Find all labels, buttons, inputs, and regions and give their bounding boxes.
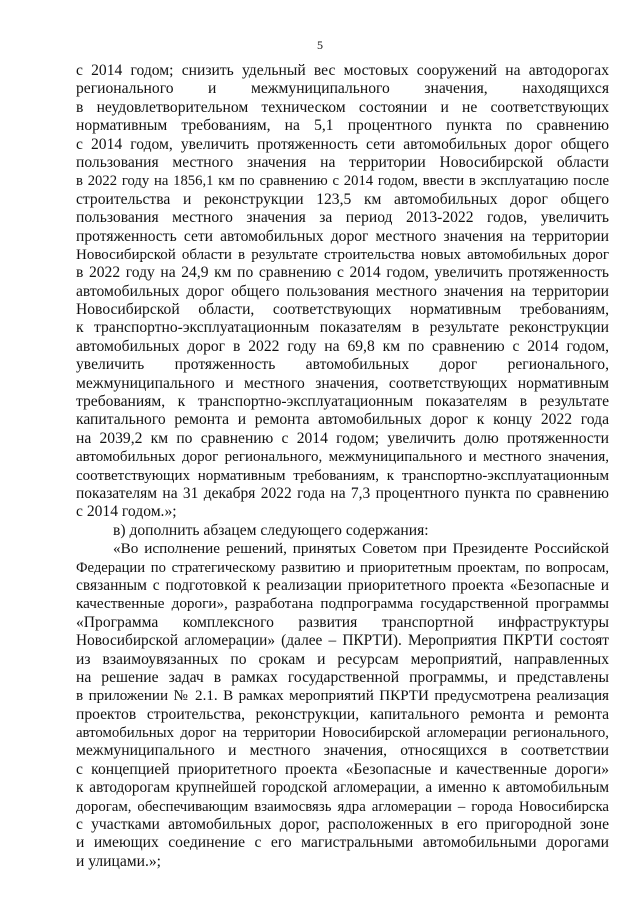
text-line: в 2022 году на 24,9 км по сравнению с 2014 годом, увеличить протяженность <box>76 264 609 282</box>
text-line: пользования местного значения за период 2013-2022 годов, увеличить <box>76 209 609 227</box>
text-line: на решение задач в рамках государственной программы, и представлены <box>76 668 609 686</box>
text-line: Федерации по стратегическому развитию и приоритетным проектам, по вопросам, <box>76 559 609 576</box>
text-line: связанным с подготовкой к реализации приоритетного проекта «Безопасные и <box>76 576 609 594</box>
document-body <box>76 62 609 871</box>
text-line: автомобильных дорог на территории Новосибирской агломерации регионального, <box>76 725 609 742</box>
text-line: автомобильных дорог регионального, межмуниципального и местного значения, <box>76 449 609 466</box>
text-line: к автодорогам крупнейшей городской агломерации, а именно к автомобильным <box>76 779 609 797</box>
text-line: соответствующих нормативным требованиям, к транспортно-эксплуатационным <box>76 467 609 484</box>
text-line: нормативным требованиям, на 5,1 процентного пункта по сравнению <box>76 117 609 135</box>
text-line: увеличить протяженность автомобильных дорог регионального, <box>76 356 609 374</box>
text-line: с концепцией приоритетного проекта «Безопасные и качественные дороги» <box>76 760 609 778</box>
text-line: на 2039,2 км по сравнению с 2014 годом; увеличить долю протяженности <box>76 429 609 447</box>
text-line: протяженность сети автомобильных дорог местного значения на территории <box>76 227 609 245</box>
text-line: качественные дороги», разработана подпрограмма государственной программы <box>76 595 609 613</box>
text-line: пользования местного значения на территории Новосибирской области <box>76 153 609 171</box>
text-line: в неудовлетворительном техническом состоянии и не соответствующих <box>76 98 609 116</box>
text-line: межмуниципального и местного значения, относящихся в соответствии <box>76 742 609 760</box>
text-line: Новосибирской области, соответствующих нормативным требованиям, <box>76 301 609 319</box>
text-line: с участками автомобильных дорог, расположенных в его пригородной зоне <box>76 816 609 834</box>
text-line: и имеющих соединение с его магистральными автомобильными дорогами <box>76 834 609 852</box>
text-line: автомобильных дорог общего пользования местного значения на территории <box>76 282 609 300</box>
text-line: проектов строительства, реконструкции, капитального ремонта и ремонта <box>76 705 609 723</box>
paragraph <box>76 522 609 540</box>
page-number: 5 <box>317 38 323 52</box>
text-line: в 2022 году на 1856,1 км по сравнению с 2014 годом, ввести в эксплуатацию после <box>76 173 609 190</box>
paragraph <box>76 62 609 522</box>
text-line: в) дополнить абзацем следующего содержания: <box>113 521 429 539</box>
text-line: с 2014 годом, увеличить протяженность сети автомобильных дорог общего <box>76 135 609 153</box>
text-line: с 2014 годом; снизить удельный вес мостовых сооружений на автодорогах <box>76 62 609 79</box>
text-line: «Программа комплексного развития транспортной инфраструктуры <box>76 613 609 631</box>
text-line: автомобильных дорог в 2022 году на 69,8 км по сравнению с 2014 годом, <box>76 337 609 355</box>
text-line: капитального ремонта и ремонта автомобильных дорог к концу 2022 года <box>76 411 609 429</box>
paragraph <box>76 540 609 871</box>
text-line: показателям на 31 декабря 2022 года на 7,3 процентного пункта по сравнению <box>76 484 609 502</box>
text-line: «Во исполнение решений, принятых Советом при Президенте Российской <box>113 540 609 558</box>
text-line: к транспортно-эксплуатационным показателям в результате реконструкции <box>76 319 609 337</box>
text-line: регионального и межмуниципального значения, находящихся <box>76 80 609 98</box>
text-line: из взаимоувязанных по срокам и ресурсам мероприятий, направленных <box>76 650 609 668</box>
text-line: требованиям, к транспортно-эксплуатационным показателям в результате <box>76 393 609 411</box>
text-line: с 2014 годом.»; <box>76 503 177 521</box>
text-line: в приложении № 2.1. В рамках мероприятий ПКРТИ предусмотрена реализация <box>76 688 609 705</box>
text-line: Новосибирской области в результате строительства новых автомобильных дорог <box>76 246 609 263</box>
text-line: дорогам, обеспечивающим взаимосвязь ядра агломерации – города Новосибирска <box>76 798 609 815</box>
text-line: межмуниципального и местного значения, соответствующих нормативным <box>76 374 609 392</box>
text-line: и улицами.»; <box>76 852 161 870</box>
text-line: строительства и реконструкции 123,5 км автомобильных дорог общего <box>76 190 609 208</box>
text-line: Новосибирской агломерации» (далее – ПКРТИ). Мероприятия ПКРТИ состоят <box>76 632 609 650</box>
